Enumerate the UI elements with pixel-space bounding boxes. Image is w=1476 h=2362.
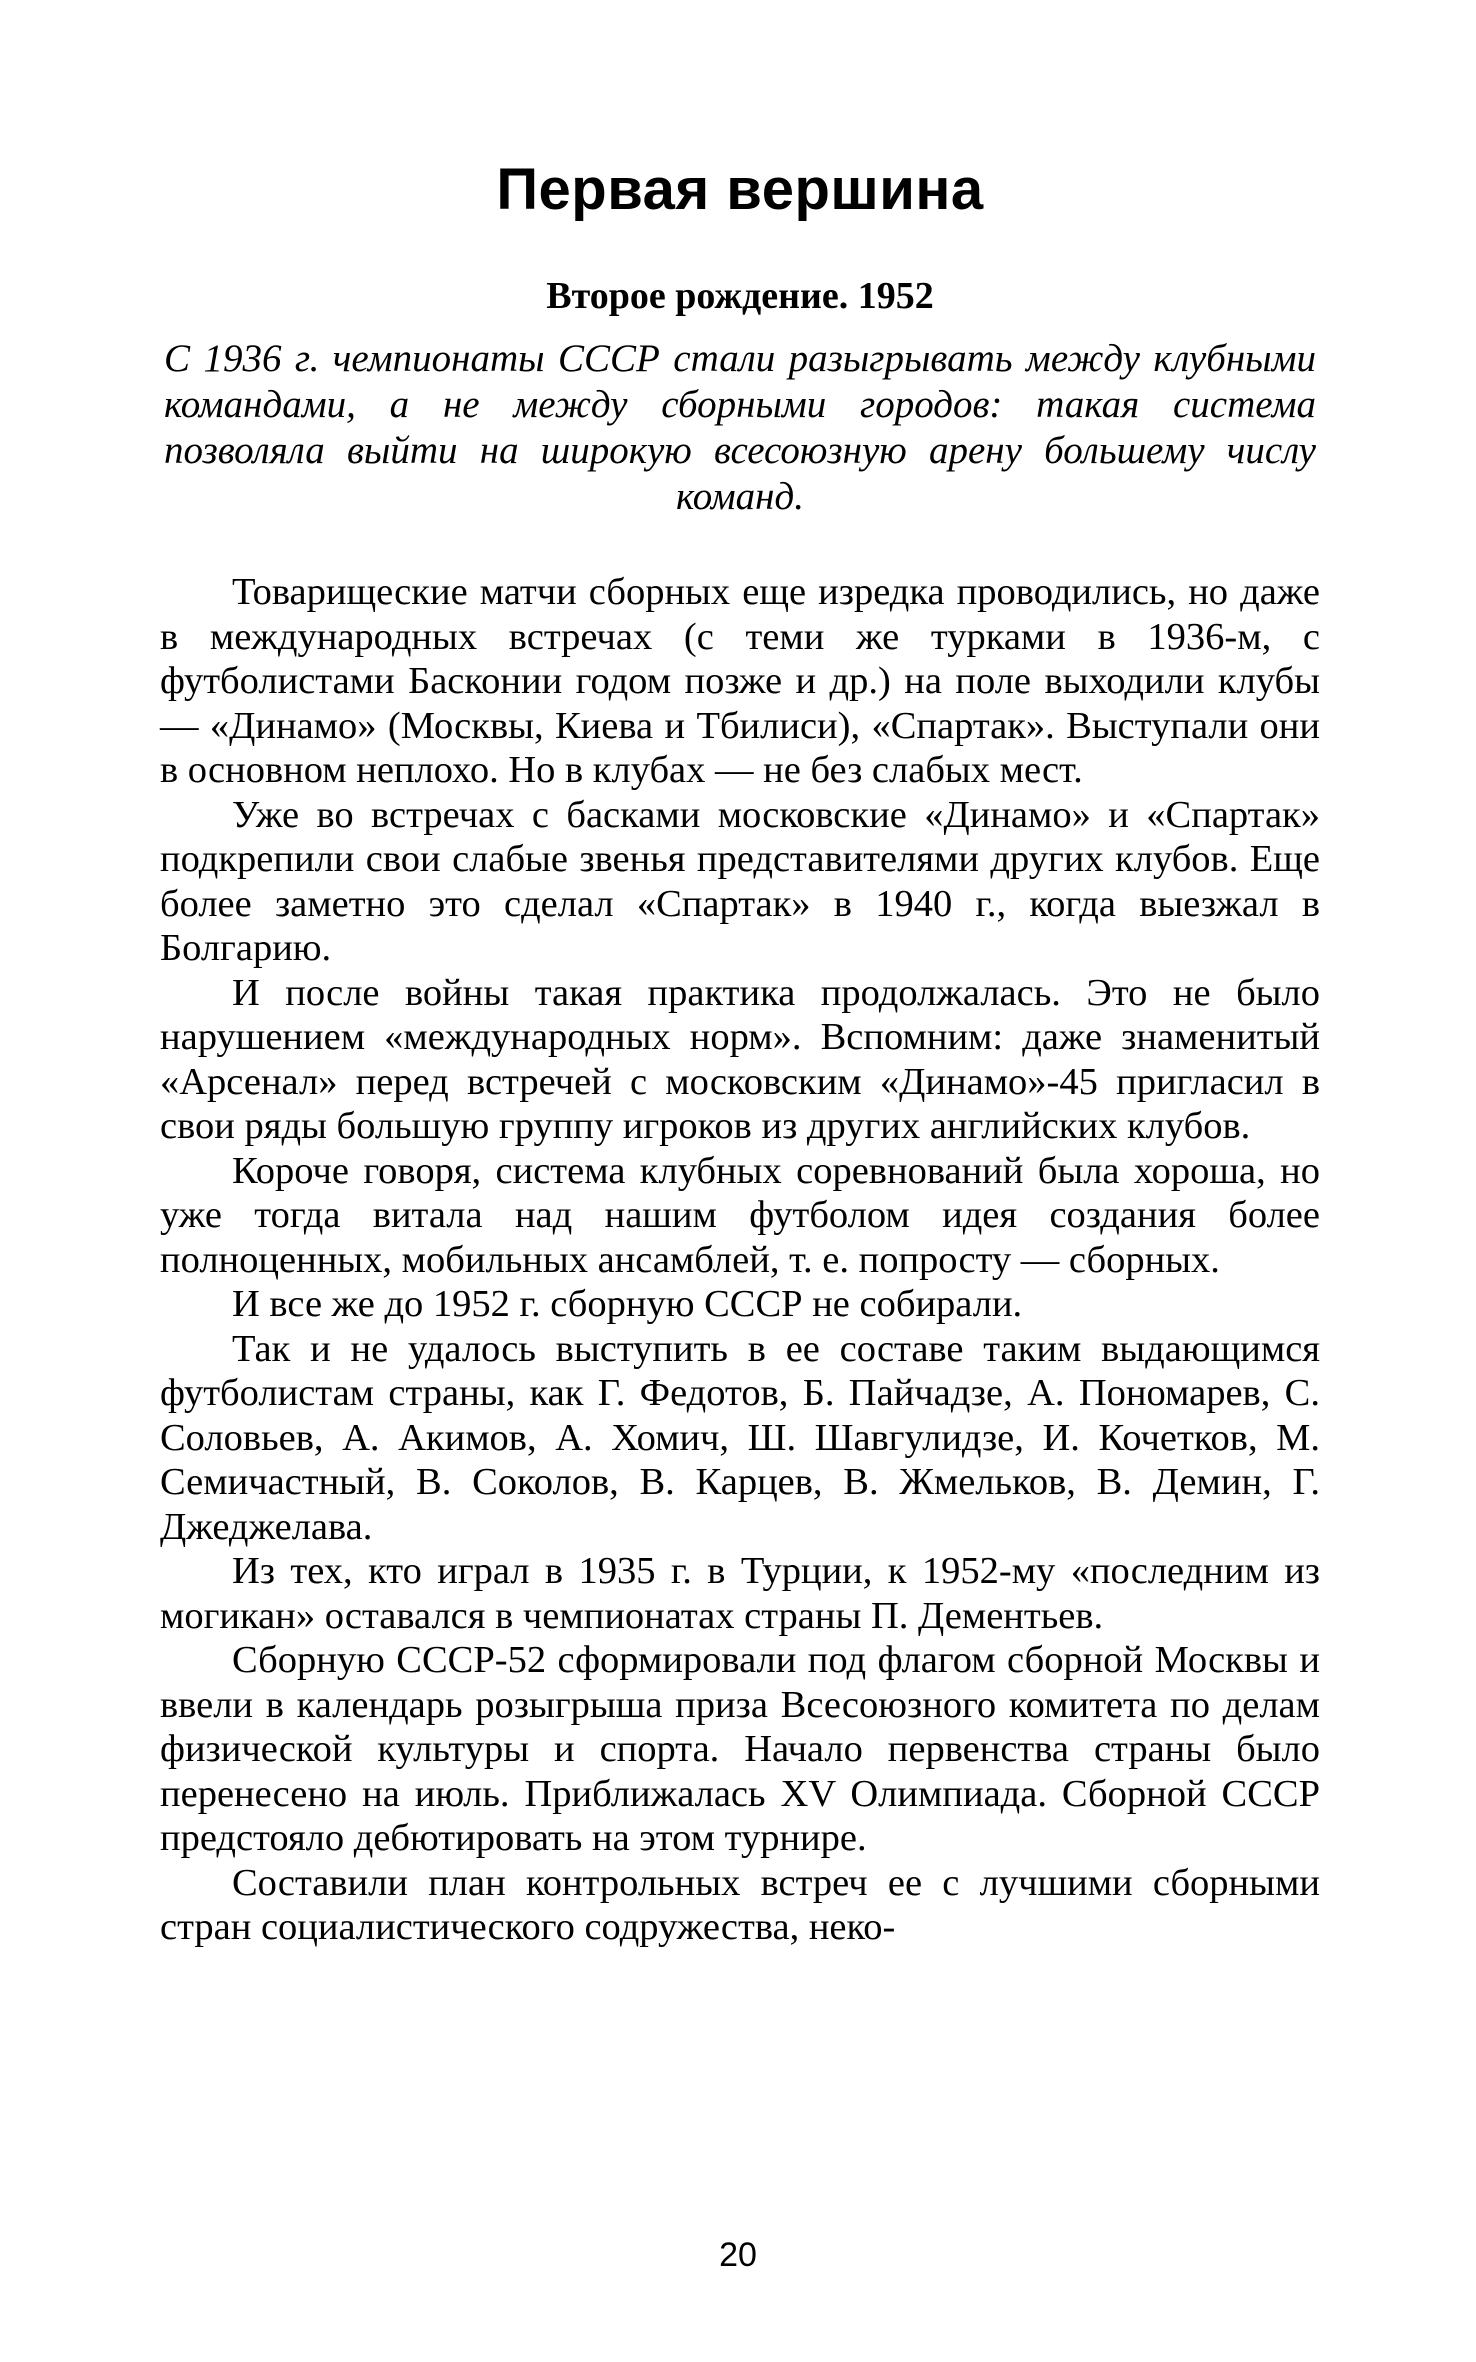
body-text: [160, 570, 1320, 1950]
paragraph: Уже во встречах с басками московские «Динамо» и «Спартак» подкрепили свои слабые звенья представителями других клубов. Еще более заметно это сделал «Спартак» в 1940 г., когда выезжал в Болгарию.: [160, 793, 1320, 969]
paragraph: Товарищеские матчи сборных еще изредка проводились, но даже в международных встречах (с теми же турками в 1936-м, с футболистами Басконии годом позже и др.) на поле выходили клубы — «Динамо» (Москвы, Киева и Тбилиси), «Спартак». Выступали они в основном неплохо. Но в клубах — не без слабых мест.: [160, 571, 1320, 791]
section-title: Второе рождение. 1952: [546, 275, 934, 317]
chapter-title: Первая вершина: [496, 157, 984, 222]
page-number: 20: [719, 2236, 757, 2274]
paragraph: Составили план контрольных встреч ее с лучшими сборными стран социалистического содружества, неко-: [160, 1861, 1320, 1948]
paragraph: И все же до 1952 г. сборную СССР не собирали.: [232, 1283, 1023, 1325]
paragraph: Из тех, кто играл в 1935 г. в Турции, к 1952-му «последним из могикан» оставался в чемпионатах страны П. Дементьев.: [160, 1550, 1320, 1637]
page-content: [160, 150, 1320, 1950]
epigraph: С 1936 г. чемпионаты СССР стали разыгрывать между клубными командами, а не между сборными городов: такая система позволяла выйти на широкую всесоюзную арену большему числу команд.: [164, 337, 1316, 518]
paragraph: Так и не удалось выступить в ее составе таким выдающимся футболистам страны, как Г. Федотов, Б. Пайчадзе, А. Пономарев, С. Соловьев, А. Акимов, А. Хомич, Ш. Шавгулидзе, И. Кочетков, М. Семичастный, В. Соколов, В. Карцев, В. Жмельков, В. Демин, Г. Джеджелава.: [160, 1327, 1320, 1548]
paragraph: И после войны такая практика продолжалась. Это не было нарушением «международных норм». Вспомним: даже знаменитый «Арсенал» перед встречей с московским «Динамо»-45 пригласил в свои ряды большую группу игроков из других английских клубов.: [160, 971, 1320, 1147]
paragraph: Короче говоря, система клубных соревнований была хороша, но уже тогда витала над нашим футболом идея создания более полноценных, мобильных ансамблей, т. е. попросту — сборных.: [160, 1149, 1320, 1281]
paragraph: Сборную СССР-52 сформировали под флагом сборной Москвы и ввели в календарь розыгрыша приза Всесоюзного комитета по делам физической культуры и спорта. Начало первенства страны было перенесено на июль. Приближалась XV Олимпиада. Сборной СССР предстояло дебютировать на этом турнире.: [160, 1639, 1320, 1859]
